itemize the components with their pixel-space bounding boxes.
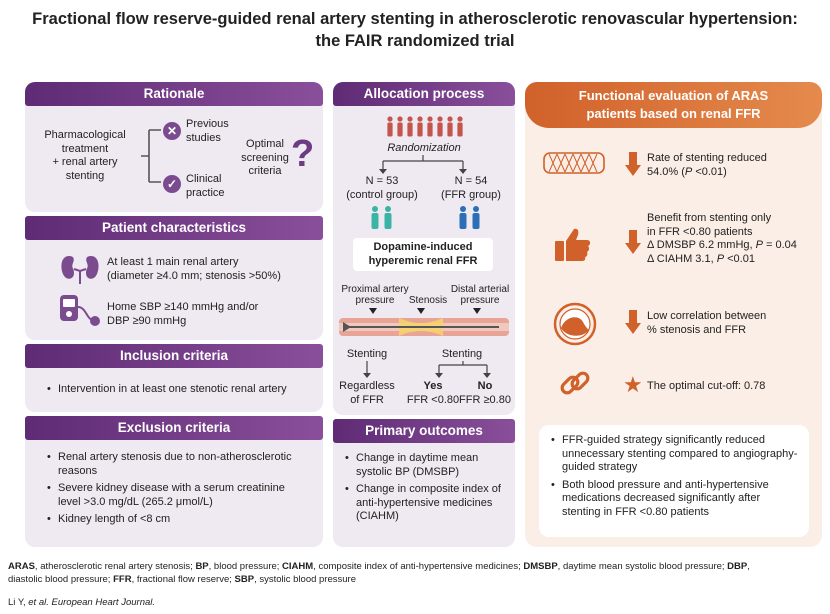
distal-pressure-label: Distal arterial pressure — [450, 284, 510, 306]
star-icon: ★ — [623, 372, 643, 397]
stenosis-label: Stenosis — [408, 295, 448, 306]
stenting-benefit-text: Benefit from stenting only in FFR <0.80 patients Δ DMSBP 6.2 mmHg, P = 0.04 Δ CIAHM 3.1, P <0.01 — [647, 212, 797, 265]
inclusion-header: Inclusion criteria — [25, 344, 323, 368]
stent-icon — [543, 152, 605, 174]
blood-pressure-monitor-icon — [57, 293, 101, 329]
exclusion-list — [47, 451, 307, 531]
people-group-icon — [385, 116, 465, 138]
summary-item: • FFR-guided strategy significantly reduced unnecessary stenting compared to angiography-guided strategy — [551, 434, 799, 475]
down-arrow-icon — [625, 230, 641, 254]
control-group-label: N = 53 (control group) — [346, 175, 418, 201]
stenting-right-label: Stenting — [441, 348, 483, 360]
stenting-arrows — [353, 361, 513, 379]
summary-box — [539, 425, 809, 537]
chain-link-icon — [559, 367, 591, 399]
patient-item-renal: At least 1 main renal artery (diameter ≥4.0 mm; stenosis >50%) — [107, 256, 281, 282]
clinical-practice-label: Clinical practice — [186, 173, 225, 199]
exclusion-header: Exclusion criteria — [25, 416, 323, 440]
primary-outcomes-header: Primary outcomes — [333, 419, 515, 443]
randomization-label: Randomization — [387, 142, 461, 154]
patient-item-bp: Home SBP ≥140 mmHg and/or DBP ≥90 mmHg — [107, 301, 259, 327]
primary-outcomes-panel — [333, 419, 515, 547]
stenting-reduced-text: Rate of stenting reduced 54.0% (P <0.01) — [647, 152, 767, 178]
patient-header: Patient characteristics — [25, 216, 323, 240]
ffr-group-label: N = 54 (FFR group) — [441, 175, 501, 201]
exclusion-item: • Kidney length of <8 cm — [47, 513, 307, 527]
inclusion-panel — [25, 344, 323, 412]
exclusion-panel — [25, 416, 323, 547]
summary-item: • Both blood pressure and anti-hypertensive medications decreased significantly after stenting in FFR <0.80 patients — [551, 479, 799, 520]
treatment-label: Pharmacological treatment + renal artery stenting — [44, 129, 126, 182]
summary-list — [551, 434, 799, 519]
thumbs-up-icon — [555, 227, 591, 261]
branch-connector — [137, 122, 163, 190]
regardless-label: Regardless of FFR — [339, 380, 395, 406]
exclusion-item: • Severe kidney disease with a serum creatinine level >3.0 mg/dL (265.2 μmol/L) — [47, 482, 307, 509]
kidney-icon — [59, 253, 101, 285]
citation: Li Y, et al. European Heart Journal. — [8, 597, 156, 608]
patient-panel — [25, 216, 323, 340]
ffr-group-icon — [457, 206, 483, 230]
rationale-header: Rationale — [25, 82, 323, 106]
rationale-panel — [25, 82, 323, 212]
dopamine-ffr-box: Dopamine-induced hyperemic renal FFR — [353, 238, 493, 271]
exclusion-item: • Renal artery stenosis due to non-atherosclerotic reasons — [47, 451, 307, 478]
down-arrow-icon — [625, 152, 641, 176]
functional-header: Functional evaluation of ARAS patients based on renal FFR — [525, 82, 822, 128]
page-title — [0, 8, 830, 52]
question-mark-icon: ? — [291, 133, 315, 175]
yes-label: Yes FFR <0.80 — [406, 380, 460, 406]
artery-cross-section-icon — [553, 302, 597, 346]
randomization-arrows — [363, 155, 483, 175]
check-circle-icon: ✓ — [163, 175, 181, 193]
primary-outcome-item: • Change in composite index of anti-hypertensive medicines (CIAHM) — [345, 483, 505, 524]
stenting-left-label: Stenting — [346, 348, 388, 360]
abbreviations-line-1: ARAS, atherosclerotic renal artery stenosis; BP, blood pressure; CIAHM, composite index of anti-hypertensive medicines; DMSBP, daytime mean systolic blood pressure; DBP, — [8, 561, 750, 572]
no-label: No FFR ≥0.80 — [459, 380, 511, 406]
abbreviations — [8, 560, 823, 586]
artery-diagram — [339, 308, 511, 342]
title-line-2: the FAIR randomized trial — [315, 32, 515, 50]
functional-panel — [525, 82, 822, 547]
cross-circle-icon: ✕ — [163, 122, 181, 140]
inclusion-item: • Intervention in at least one stenotic renal artery — [47, 383, 317, 397]
down-arrow-icon — [625, 310, 641, 334]
low-correlation-text: Low correlation between % stenosis and FFR — [647, 310, 767, 336]
title-line-1: Fractional flow reserve-guided renal artery stenting in atherosclerotic renovascular hypertension: — [32, 10, 798, 28]
inclusion-list — [47, 383, 317, 401]
optimal-criteria-label: Optimal screening criteria — [241, 138, 289, 177]
allocation-header: Allocation process — [333, 82, 515, 106]
proximal-pressure-label: Proximal artery pressure — [341, 284, 409, 306]
previous-studies-label: Previous studies — [186, 118, 229, 144]
optimal-cutoff-text: The optimal cut-off: 0.78 — [647, 380, 766, 392]
control-group-icon — [369, 206, 395, 230]
abbreviations-line-2: diastolic blood pressure; FFR, fractional flow reserve; SBP, systolic blood pressure — [8, 574, 356, 585]
primary-outcomes-list — [345, 452, 505, 528]
allocation-panel — [333, 82, 515, 415]
primary-outcome-item: • Change in daytime mean systolic BP (DMSBP) — [345, 452, 505, 479]
